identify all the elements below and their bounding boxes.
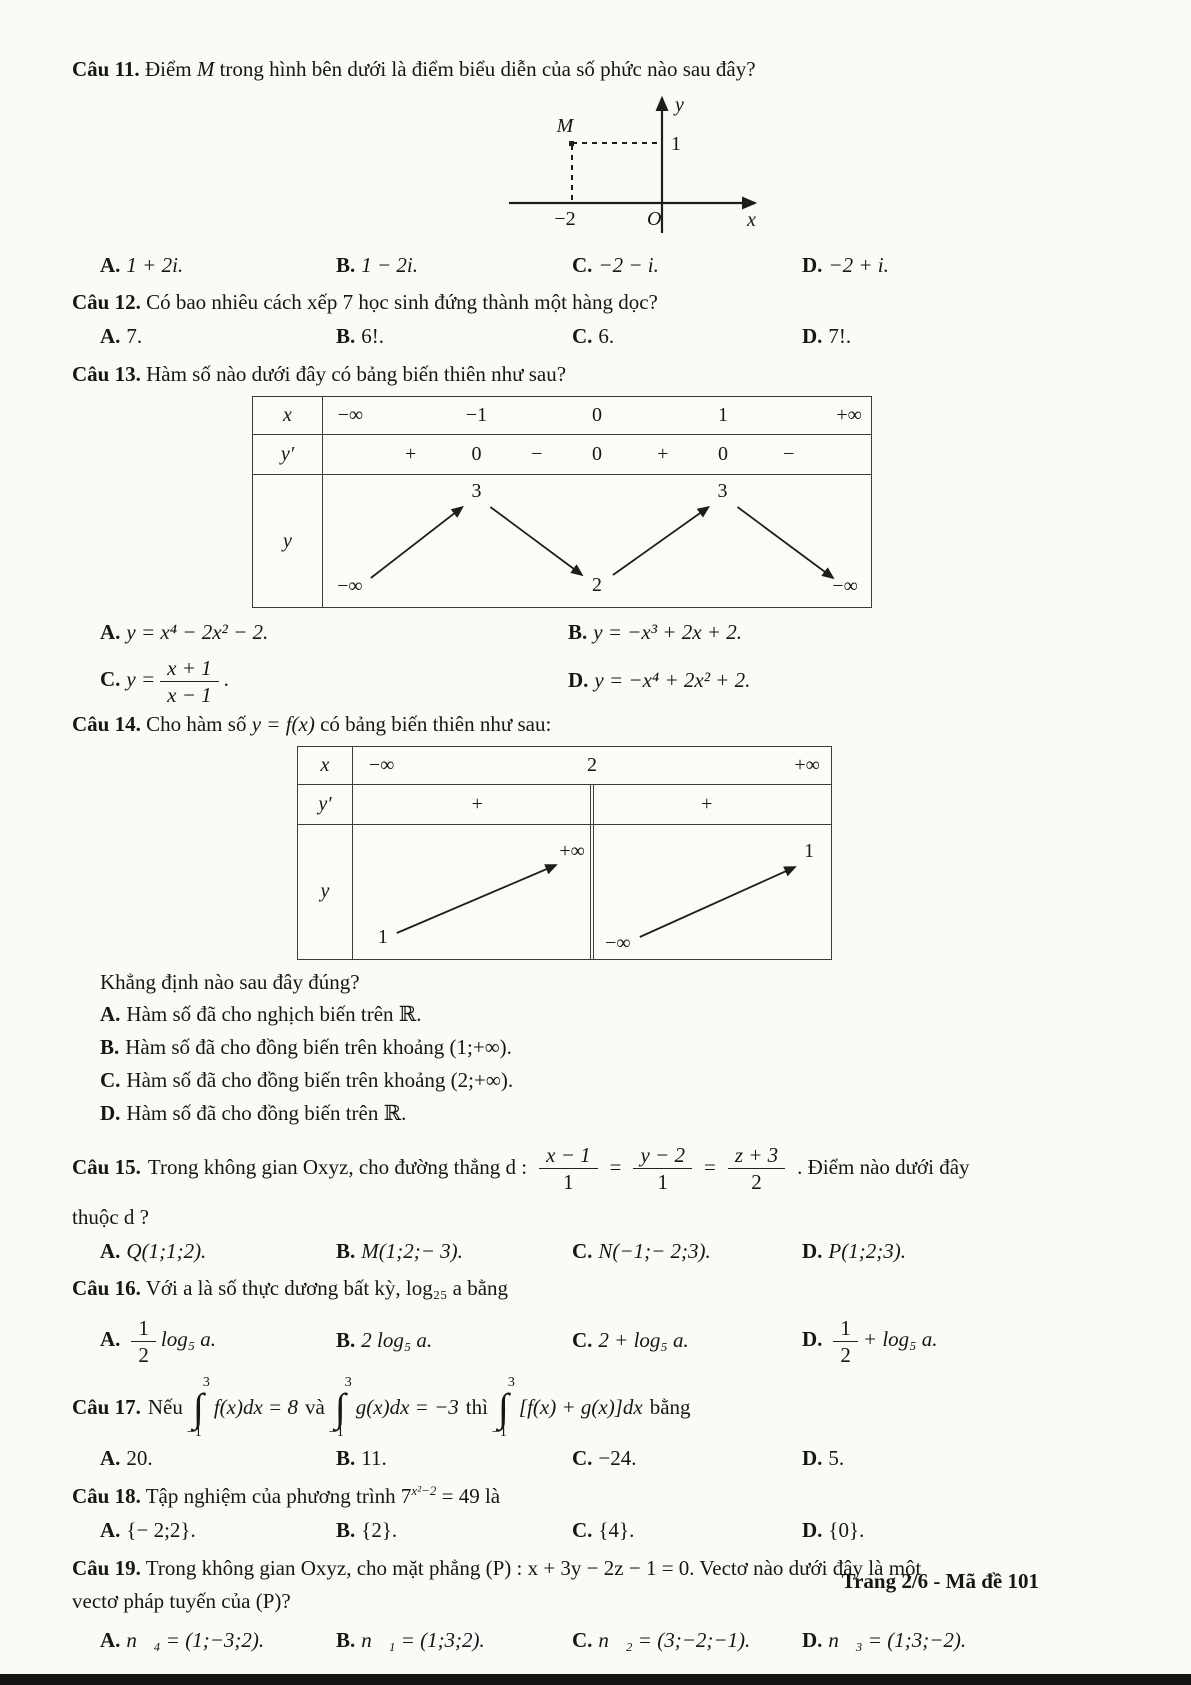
question-18: Câu 18. Tập nghiệm của phương trình $7^{x^2-2} = 49$ là xyxy=(72,1483,501,1509)
point-M-label: M xyxy=(556,114,574,137)
question-12-label: Câu 12. xyxy=(72,290,141,315)
q16-option-c: C. 2 + log₅ a. xyxy=(572,1328,689,1353)
question-11-var: M xyxy=(196,57,215,81)
svg-text:+∞: +∞ xyxy=(559,839,585,862)
q13-variation-table xyxy=(252,396,872,608)
q13-row-x: x −∞ −1 0 1 +∞ xyxy=(253,397,871,435)
question-11-label: Câu 11. xyxy=(72,57,140,81)
q19-option-c: C. n⃗₂ = (3;−2;−1). xyxy=(572,1628,751,1653)
q17-option-b: B. 11. xyxy=(336,1446,387,1471)
x-tick-neg2: −2 xyxy=(554,207,576,230)
question-14 xyxy=(72,710,1133,740)
q14-question: Khẳng định nào sau đây đúng? xyxy=(100,969,360,994)
q16-option-d: D. $\frac{1}{2}$ + log₅ a. xyxy=(802,1316,938,1368)
page-footer: Trang 2/6 - Mã đề 101 xyxy=(841,1569,1039,1594)
q12-option-d: D. 7!. xyxy=(802,324,852,349)
q13-options-row2 xyxy=(72,656,1133,706)
question-16-text: Với a là số thực dương bất kỳ, log₂₅ a bằng xyxy=(145,1276,509,1301)
question-17-label: Câu 17. xyxy=(72,1395,141,1420)
q14-row-dy: y′ + + xyxy=(298,785,831,825)
q19-option-a: A. n⃗₄ = (1;−3;2). xyxy=(100,1628,265,1653)
q15-option-c: C. N(−1;− 2;3). xyxy=(572,1238,711,1263)
question-12-text: Có bao nhiêu cách xếp 7 học sinh đứng thành một hàng dọc? xyxy=(146,290,658,315)
q14-option-c: C. Hàm số đã cho đồng biến trên khoảng (2;+∞). xyxy=(100,1068,514,1093)
y-tick-1: 1 xyxy=(671,132,681,155)
q16-option-a: A. $\frac{1}{2}$ log₅ a. xyxy=(100,1316,217,1368)
q16-option-b: B. 2 log₅ a. xyxy=(336,1328,433,1353)
q18-option-a: A. {− 2;2}. xyxy=(100,1517,196,1542)
question-11 xyxy=(72,55,1133,85)
question-13-text: Hàm số nào dưới đây có bảng biến thiên như sau? xyxy=(146,362,567,387)
q18-option-b: B. {2}. xyxy=(336,1517,398,1542)
integral-sign: ∫ xyxy=(334,1385,346,1431)
q14-row-x: x −∞ 2 +∞ xyxy=(298,747,831,785)
q13-option-a: A. y = x⁴ − 2x² − 2. xyxy=(100,619,269,644)
q14-option-a: A. Hàm số đã cho nghịch biến trên ℝ. xyxy=(100,1002,422,1027)
q12-option-a: A. 7. xyxy=(100,324,143,349)
arrow-up-1 xyxy=(371,507,463,578)
svg-text:−∞: −∞ xyxy=(605,931,631,954)
scan-bottom-bar xyxy=(0,1674,1191,1685)
svg-text:2: 2 xyxy=(592,573,602,596)
q11-option-a: A. 1 + 2i. xyxy=(100,252,184,277)
q14-x-label: x xyxy=(298,747,353,784)
q14-variation-table xyxy=(297,746,832,960)
question-11-text: trong hình bên dưới là điểm biểu diễn của số phức nào sau đây? xyxy=(219,57,756,81)
q14-options xyxy=(72,1000,1133,1128)
question-15-line2: thuộc d ? xyxy=(72,1204,149,1229)
question-19-label: Câu 19. xyxy=(72,1555,141,1580)
question-18-label: Câu 18. xyxy=(72,1484,141,1509)
q12-option-b: B. 6!. xyxy=(336,324,385,349)
q13-option-b: B. y = −x³ + 2x + 2. xyxy=(568,619,742,644)
q12-option-c: C. 6. xyxy=(572,324,615,349)
q17-options xyxy=(72,1444,1133,1474)
svg-text:−∞: −∞ xyxy=(337,574,363,597)
q14-dy-label: y′ xyxy=(298,785,353,824)
q13-y-curve xyxy=(323,475,871,607)
q18-equation: $7^{x^2-2} = 49$ xyxy=(400,1483,480,1509)
arrow-down-2 xyxy=(737,507,833,578)
q11-figure xyxy=(477,88,777,247)
question-15-pre: Trong không gian Oxyz, cho đường thẳng d : xyxy=(147,1154,528,1179)
question-15-label: Câu 15. xyxy=(72,1154,141,1179)
q11-option-c: C. −2 − i. xyxy=(572,252,659,277)
origin-label: O xyxy=(647,207,662,230)
q12-options xyxy=(72,322,1133,352)
q15-option-d: D. P(1;2;3). xyxy=(802,1238,906,1263)
svg-text:3: 3 xyxy=(471,479,482,502)
q18-option-c: C. {4}. xyxy=(572,1517,635,1542)
question-13-label: Câu 13. xyxy=(72,362,141,387)
q15-option-b: B. M(1;2;− 3). xyxy=(336,1238,463,1263)
integral: 3 ∫ −1 xyxy=(491,1375,515,1441)
q17-option-a: A. 20. xyxy=(100,1446,153,1471)
q19-option-b: B. n⃗₁ = (1;3;2). xyxy=(336,1628,485,1653)
question-14-math: y = f(x) xyxy=(251,711,315,736)
question-12 xyxy=(72,288,1133,318)
x-axis-label: x xyxy=(747,208,756,231)
q13-dy-label: y′ xyxy=(253,435,323,474)
q18-option-d: D. {0}. xyxy=(802,1517,865,1542)
q18-options xyxy=(72,1516,1133,1546)
arrow-down-1 xyxy=(490,507,582,575)
q17-option-c: C. −24. xyxy=(572,1446,637,1471)
q14-row-y xyxy=(298,825,831,959)
q15-option-a: A. Q(1;1;2). xyxy=(100,1238,207,1263)
q13-x-label: x xyxy=(253,397,323,434)
fraction: $\frac{1}{2}$ xyxy=(833,1316,858,1366)
svg-text:1: 1 xyxy=(804,839,815,862)
q19-options xyxy=(72,1626,1133,1656)
question-15: Câu 15. Trong không gian Oxyz, cho đường thẳng d : $\frac{x - 1}{1}$ = $\frac{y - 2}{1}$ = $\frac{z + 3}{2}$ . Điểm nào dưới đây xyxy=(72,1142,970,1194)
question-14-post: có bảng biến thiên như sau: xyxy=(320,711,552,736)
fraction: $\frac{x - 1}{1}$ xyxy=(539,1143,598,1193)
question-19-line2: vectơ pháp tuyến của (P)? xyxy=(72,1588,291,1613)
integral-sign: ∫ xyxy=(192,1385,204,1431)
q13-options-row1 xyxy=(72,618,1133,648)
svg-text:3: 3 xyxy=(717,479,728,502)
fraction: $\frac{x + 1}{x - 1}$ xyxy=(160,656,219,706)
question-15-post: . Điểm nào dưới đây xyxy=(797,1154,970,1179)
q17-option-d: D. 5. xyxy=(802,1446,845,1471)
arrow-up-2 xyxy=(613,507,709,575)
q11-option-b: B. 1 − 2i. xyxy=(336,252,419,277)
q13-option-d: D. y = −x⁴ + 2x² + 2. xyxy=(568,667,751,692)
arrow-up-left xyxy=(397,865,556,933)
fraction: $\frac{z + 3}{2}$ xyxy=(728,1143,785,1193)
integral: 3 ∫ −1 xyxy=(186,1375,210,1441)
q16-options xyxy=(72,1316,1133,1366)
discontinuity-line xyxy=(590,825,594,959)
q13-row-y xyxy=(253,475,871,607)
q11-complex-plane xyxy=(477,88,777,238)
y-axis-label: y xyxy=(675,93,684,116)
q11-option-d: D. −2 + i. xyxy=(802,252,889,277)
q19-option-d: D. n⃗₃ = (1;3;−2). xyxy=(802,1628,967,1653)
integral: 3 ∫ −1 xyxy=(328,1375,352,1441)
q13-y-label: y xyxy=(253,475,323,607)
fraction: $\frac{y - 2}{1}$ xyxy=(633,1143,692,1193)
point-M-marker xyxy=(569,141,574,146)
question-17: Câu 17. Nếu 3 ∫ −1 f(x)dx = 8 và 3 ∫ −1 g(x)dx = −3 thì 3 ∫ −1 [f(x) + g(x)]dx bằng xyxy=(72,1375,691,1441)
svg-text:−∞: −∞ xyxy=(832,574,858,597)
fraction: $\frac{1}{2}$ xyxy=(131,1316,156,1366)
question-19-line1: Trong không gian Oxyz, cho mặt phẳng (P) : x + 3y − 2z − 1 = 0. Vectơ nào dưới đây là một xyxy=(145,1555,922,1580)
q11-options xyxy=(72,251,1133,281)
question-16 xyxy=(72,1274,1133,1304)
question-14-label: Câu 14. xyxy=(72,711,141,736)
question-14-pre: Cho hàm số xyxy=(146,711,247,736)
question-16-label: Câu 16. xyxy=(72,1276,141,1301)
question-13 xyxy=(72,360,1133,390)
q15-options xyxy=(72,1237,1133,1267)
arrow-up-right xyxy=(640,867,795,937)
q14-option-d: D. Hàm số đã cho đồng biến trên ℝ. xyxy=(100,1100,407,1125)
q14-y-label: y xyxy=(298,825,353,959)
q13-option-c: C. y = $\frac{x + 1}{x - 1}$ . xyxy=(100,655,229,707)
discontinuity-line xyxy=(590,785,594,824)
integral-sign: ∫ xyxy=(497,1385,509,1431)
q14-option-b: B. Hàm số đã cho đồng biến trên khoảng (1;+∞). xyxy=(100,1035,512,1060)
question-11-text-pre: Điểm xyxy=(144,57,192,81)
svg-text:1: 1 xyxy=(377,925,388,948)
q13-row-dy: y′ + 0 − 0 + 0 − xyxy=(253,435,871,475)
